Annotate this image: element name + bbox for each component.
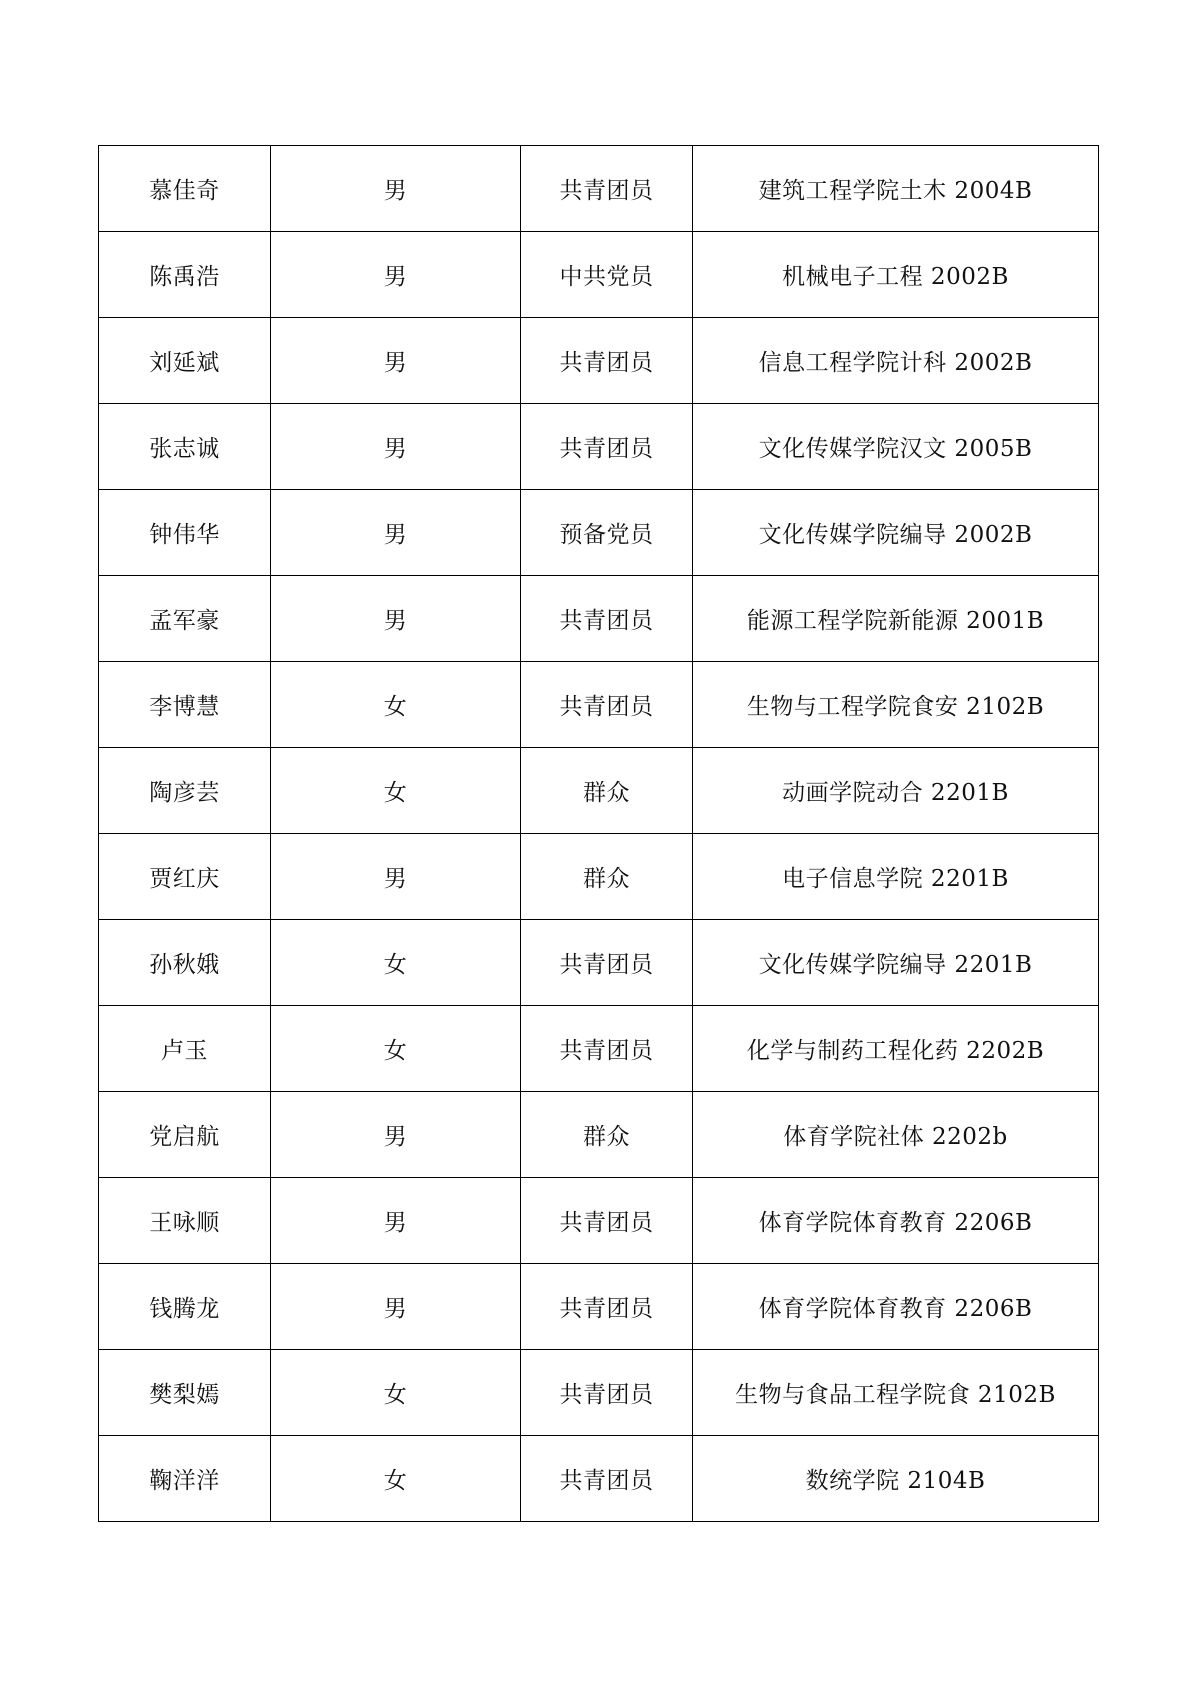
name-cell: 陶彦芸 xyxy=(99,748,271,834)
political-status-cell: 共青团员 xyxy=(521,1178,693,1264)
class-cell: 数统学院 2104B xyxy=(693,1436,1099,1522)
table-row xyxy=(99,490,1099,576)
name-cell: 刘延斌 xyxy=(99,318,271,404)
table-row xyxy=(99,1092,1099,1178)
roster-body xyxy=(99,146,1099,1522)
political-status-cell: 共青团员 xyxy=(521,662,693,748)
table-row xyxy=(99,576,1099,662)
name-cell: 樊梨嫣 xyxy=(99,1350,271,1436)
political-status-cell: 共青团员 xyxy=(521,404,693,490)
gender-cell: 男 xyxy=(271,1092,521,1178)
class-cell: 信息工程学院计科 2002B xyxy=(693,318,1099,404)
political-status-cell: 群众 xyxy=(521,1092,693,1178)
class-cell: 体育学院体育教育 2206B xyxy=(693,1178,1099,1264)
table-row xyxy=(99,146,1099,232)
table-row xyxy=(99,1350,1099,1436)
table-row xyxy=(99,920,1099,1006)
political-status-cell: 共青团员 xyxy=(521,1436,693,1522)
political-status-cell: 共青团员 xyxy=(521,1264,693,1350)
class-cell: 生物与工程学院食安 2102B xyxy=(693,662,1099,748)
gender-cell: 男 xyxy=(271,318,521,404)
class-cell: 生物与食品工程学院食 2102B xyxy=(693,1350,1099,1436)
political-status-cell: 共青团员 xyxy=(521,920,693,1006)
name-cell: 张志诚 xyxy=(99,404,271,490)
table-row xyxy=(99,748,1099,834)
class-cell: 体育学院体育教育 2206B xyxy=(693,1264,1099,1350)
political-status-cell: 共青团员 xyxy=(521,576,693,662)
gender-cell: 女 xyxy=(271,662,521,748)
name-cell: 陈禹浩 xyxy=(99,232,271,318)
table-row xyxy=(99,1006,1099,1092)
political-status-cell: 群众 xyxy=(521,834,693,920)
class-cell: 机械电子工程 2002B xyxy=(693,232,1099,318)
gender-cell: 男 xyxy=(271,1178,521,1264)
table-row xyxy=(99,662,1099,748)
gender-cell: 女 xyxy=(271,1436,521,1522)
roster-table xyxy=(98,145,1099,1522)
gender-cell: 女 xyxy=(271,920,521,1006)
name-cell: 鞠洋洋 xyxy=(99,1436,271,1522)
political-status-cell: 中共党员 xyxy=(521,232,693,318)
class-cell: 文化传媒学院编导 2201B xyxy=(693,920,1099,1006)
political-status-cell: 共青团员 xyxy=(521,1350,693,1436)
gender-cell: 男 xyxy=(271,146,521,232)
political-status-cell: 预备党员 xyxy=(521,490,693,576)
class-cell: 建筑工程学院土木 2004B xyxy=(693,146,1099,232)
name-cell: 贾红庆 xyxy=(99,834,271,920)
name-cell: 慕佳奇 xyxy=(99,146,271,232)
table-row xyxy=(99,1436,1099,1522)
name-cell: 孙秋娥 xyxy=(99,920,271,1006)
gender-cell: 男 xyxy=(271,404,521,490)
name-cell: 钟伟华 xyxy=(99,490,271,576)
political-status-cell: 共青团员 xyxy=(521,1006,693,1092)
class-cell: 体育学院社体 2202b xyxy=(693,1092,1099,1178)
table-row xyxy=(99,404,1099,490)
gender-cell: 男 xyxy=(271,576,521,662)
political-status-cell: 共青团员 xyxy=(521,146,693,232)
gender-cell: 男 xyxy=(271,232,521,318)
name-cell: 孟军豪 xyxy=(99,576,271,662)
name-cell: 钱腾龙 xyxy=(99,1264,271,1350)
table-row xyxy=(99,318,1099,404)
table-row xyxy=(99,232,1099,318)
gender-cell: 女 xyxy=(271,1350,521,1436)
name-cell: 王咏顺 xyxy=(99,1178,271,1264)
political-status-cell: 共青团员 xyxy=(521,318,693,404)
class-cell: 化学与制药工程化药 2202B xyxy=(693,1006,1099,1092)
class-cell: 动画学院动合 2201B xyxy=(693,748,1099,834)
class-cell: 电子信息学院 2201B xyxy=(693,834,1099,920)
class-cell: 文化传媒学院编导 2002B xyxy=(693,490,1099,576)
gender-cell: 女 xyxy=(271,1006,521,1092)
gender-cell: 男 xyxy=(271,834,521,920)
table-row xyxy=(99,1264,1099,1350)
political-status-cell: 群众 xyxy=(521,748,693,834)
gender-cell: 男 xyxy=(271,1264,521,1350)
name-cell: 卢玉 xyxy=(99,1006,271,1092)
table-row xyxy=(99,834,1099,920)
gender-cell: 女 xyxy=(271,748,521,834)
table-row xyxy=(99,1178,1099,1264)
class-cell: 能源工程学院新能源 2001B xyxy=(693,576,1099,662)
name-cell: 李博慧 xyxy=(99,662,271,748)
gender-cell: 男 xyxy=(271,490,521,576)
class-cell: 文化传媒学院汉文 2005B xyxy=(693,404,1099,490)
name-cell: 党启航 xyxy=(99,1092,271,1178)
